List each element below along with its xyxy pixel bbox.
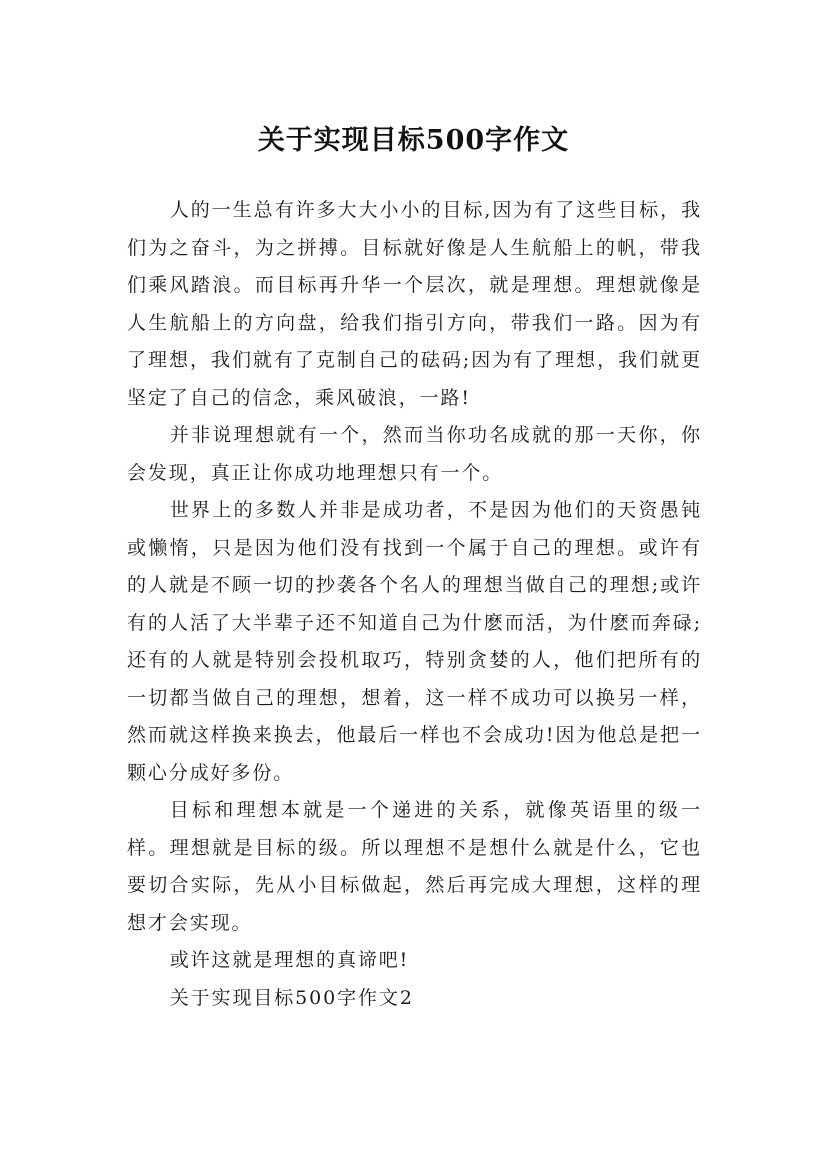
paragraph-1: 人的一生总有许多大大小小的目标,因为有了这些目标，我们为之奋斗，为之拼搏。目标就好像是人生航船上的帆，带我们乘风踏浪。而目标再升华一个层次，就是理想。理想就像是人生航船上的方向盘，给我们指引方向，带我们一路。因为有了理想，我们就有了克制自己的砝码;因为有了理想，我们就更坚定了自己的信念，乘风破浪，一路! — [127, 199, 702, 409]
paragraph-6: 关于实现目标500字作文2 — [169, 986, 414, 1009]
document-body — [127, 192, 702, 1017]
document-title: 关于实现目标500字作文 — [257, 125, 570, 157]
paragraph-5: 或许这就是理想的真谛吧! — [169, 949, 410, 971]
paragraph-2: 并非说理想就有一个，然而当你功名成就的那一天你，你会发现，真正让你成功地理想只有一个。 — [127, 424, 702, 484]
paragraph-3: 世界上的多数人并非是成功者，不是因为他们的天资愚钝或懒惰，只是因为他们没有找到一个属于自己的理想。或许有的人就是不顾一切的抄袭各个名人的理想当做自己的理想;或许有的人活了大半辈子还不知道自己为什麽而活，为什麽而奔碌;还有的人就是特别会投机取巧，特别贪婪的人，他们把所有的一切都当做自己的理想，想着，这一样不成功可以换另一样，然而就这样换来换去，他最后一样也不会成功!因为他总是把一颗心分成好多份。 — [127, 499, 702, 784]
paragraph-4: 目标和理想本就是一个递进的关系，就像英语里的级一样。理想就是目标的级。所以理想不是想什么就是什么，它也要切合实际，先从小目标做起，然后再完成大理想，这样的理想才会实现。 — [127, 799, 702, 934]
